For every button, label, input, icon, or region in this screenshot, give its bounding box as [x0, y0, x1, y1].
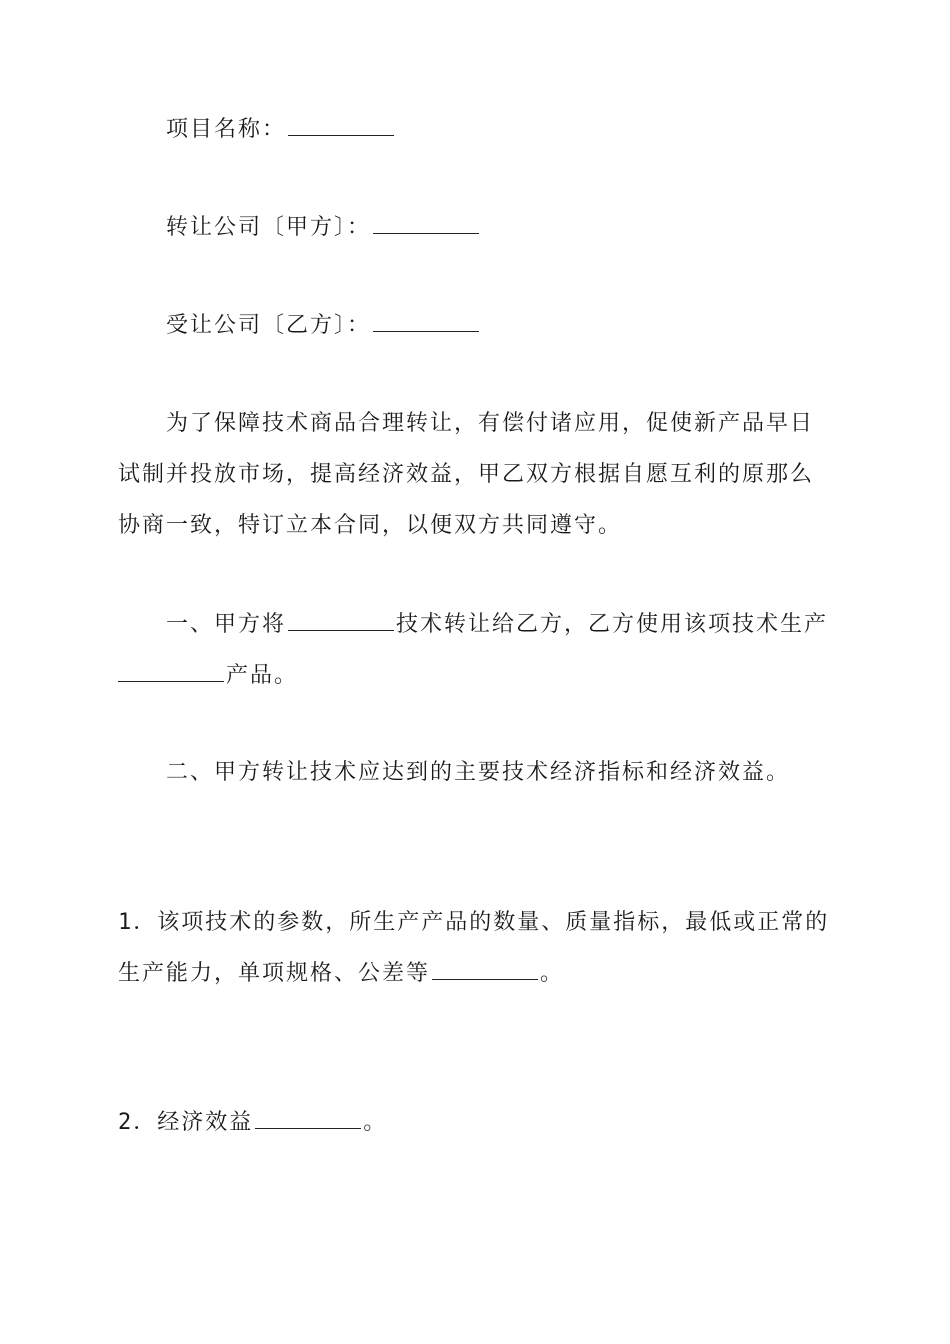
- project-name-field: [166, 115, 886, 145]
- clause-1-suffix: 产品。: [226, 663, 299, 688]
- transferor-label: 转让公司〔甲方〕：: [166, 215, 372, 240]
- transferee-blank: [373, 313, 479, 332]
- item-1-blank: [432, 961, 538, 980]
- item-1-text: 生产能力，单项规格、公差等: [118, 961, 431, 986]
- transferor-blank: [373, 215, 479, 234]
- intro-line-2: 试制并投放市场，提高经济效益，甲乙双方根据自愿互利的原那么: [118, 462, 815, 487]
- project-name-blank: [288, 117, 394, 136]
- clause-1-prefix: 一、甲方将: [166, 612, 287, 637]
- clause-1-tech-blank: [288, 612, 394, 631]
- intro-line-3: 协商一致，特订立本合同，以便双方共同遵守。: [118, 513, 623, 538]
- clause-1-line-2: [118, 661, 838, 691]
- transferor-field: [166, 213, 886, 243]
- clause-1-product-blank: [118, 663, 224, 682]
- project-name-label: 项目名称：: [166, 117, 287, 142]
- item-2-end: 。: [363, 1110, 388, 1135]
- transferee-field: [166, 311, 886, 341]
- item-1-end: 。: [540, 961, 565, 986]
- item-2: [118, 1108, 838, 1138]
- item-1-line-1: 1．该项技术的参数，所生产产品的数量、质量指标，最低或正常的: [118, 910, 830, 935]
- clause-2: 二、甲方转让技术应达到的主要技术经济指标和经济效益。: [166, 760, 791, 785]
- intro-line-1: 为了保障技术商品合理转让，有偿付诸应用，促使新产品早日: [166, 411, 815, 436]
- clause-1-line-1: [166, 610, 886, 640]
- item-1-line-2: [118, 959, 838, 989]
- item-2-blank: [255, 1110, 361, 1129]
- clause-1-middle: 技术转让给乙方，乙方使用该项技术生产: [396, 612, 829, 637]
- transferee-label: 受让公司〔乙方〕：: [166, 313, 372, 338]
- item-2-text: 2．经济效益: [118, 1110, 254, 1135]
